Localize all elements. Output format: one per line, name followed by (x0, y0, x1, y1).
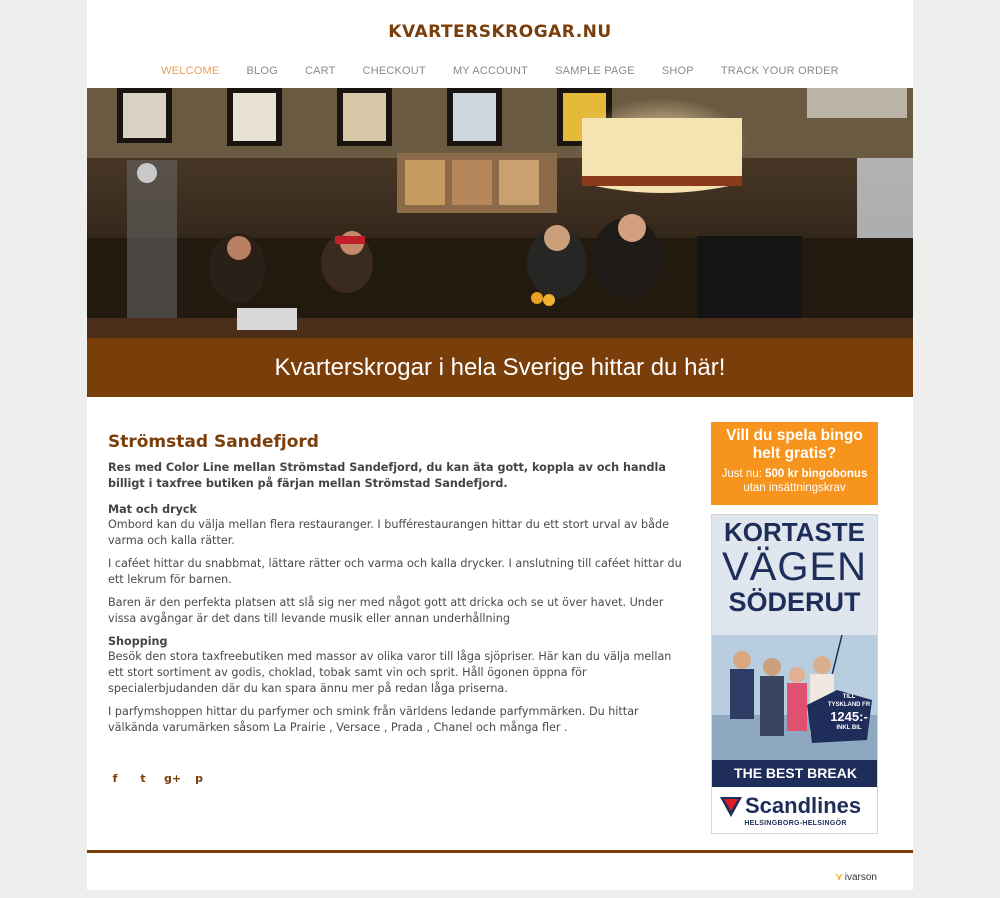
scandlines-ad-line3: SÖDERUT (728, 587, 861, 617)
paragraph: Baren är den perfekta platsen att slå sig ner med något gott att dricka och se ut över havet. Under vissa avgångar är det dans till levande musik eller annan underhållning (108, 596, 664, 625)
nav-checkout[interactable]: CHECKOUT (362, 65, 426, 77)
footer-credit[interactable] (835, 872, 877, 883)
nav-track-your-order[interactable]: TRACK YOUR ORDER (720, 65, 839, 77)
section-heading-food: Mat och dryck (108, 503, 197, 516)
footer-credit-text: ivarson (844, 872, 877, 883)
facebook-icon[interactable]: f (112, 772, 118, 785)
nav-blog[interactable]: BLOG (246, 65, 278, 77)
page-container (87, 0, 913, 890)
hero-image (87, 88, 913, 338)
price-tag-destination: TYSKLAND FR (827, 702, 871, 708)
price-tag-top: TILL (842, 694, 856, 700)
nav-my-account[interactable]: MY ACCOUNT (452, 65, 529, 77)
price-tag (820, 693, 878, 732)
scandlines-logo-icon (720, 797, 742, 817)
social-share (108, 772, 206, 785)
bingo-ad-bonus: 500 kr bingobonus (765, 468, 868, 480)
bingo-ad[interactable] (711, 422, 878, 505)
scandlines-ad[interactable] (711, 514, 878, 834)
scandlines-logo (712, 787, 878, 834)
googleplus-icon[interactable]: g+ (164, 772, 182, 785)
scandlines-route: HELSINGBORG-HELSINGÖR (744, 820, 847, 827)
article-title: Strömstad Sandefjord (108, 432, 319, 452)
nav-shop[interactable]: SHOP (661, 65, 694, 77)
paragraph: I parfymshoppen hittar du parfymer och smink från världens ledande parfymmärken. Du hittar välkända varumärken såsom La Prairie , Versace , Prada , Chanel och många fler . (108, 705, 639, 734)
paragraph: I caféet hittar du snabbmat, lättare rätter och varma och kalla drycker. I anslutning till caféet hittar du ett lekrum för barnen. (108, 557, 682, 586)
nav-welcome[interactable]: WELCOME (161, 65, 220, 77)
scandlines-logo-text: Scandlines (745, 793, 862, 818)
pinterest-icon[interactable]: p (195, 772, 203, 785)
ivarson-logo-icon: ⋎ (835, 872, 843, 883)
nav-cart[interactable]: CART (304, 65, 336, 77)
scandlines-ad-line1: KORTASTE (723, 517, 866, 547)
site-title[interactable]: KVARTERSKROGAR.NU (388, 22, 612, 42)
hero-banner: Kvarterskrogar i hela Sverige hittar du här! (87, 338, 913, 397)
scandlines-ad-line2: VÄGEN (721, 545, 868, 589)
main-nav (87, 65, 913, 77)
price-tag-bottom: INKL BIL (836, 725, 862, 731)
bingo-ad-offer (711, 467, 878, 495)
bingo-ad-prefix: Just nu: (721, 468, 766, 480)
section-heading-shopping: Shopping (108, 635, 168, 648)
paragraph: Ombord kan du välja mellan flera restauranger. I bufférestaurangen hittar du ett stort urval av både varma och kalla rätter. (108, 518, 669, 547)
twitter-icon[interactable]: t (140, 772, 146, 785)
restaurant-photo (87, 88, 913, 338)
article-lead: Res med Color Line mellan Strömstad Sandefjord, du kan äta gott, koppla av och handla billigt i taxfree butiken på färjan mellan Strömstad Sandefjord. (108, 461, 666, 490)
nav-sample-page[interactable]: SAMPLE PAGE (555, 65, 635, 77)
paragraph: Besök den stora taxfreebutiken med massor av olika varor till låga sjöpriser. Här kan du välja mellan ett stort sortiment av godis, choklad, tobak samt vin och sprit. Håll ögonen öppna för specialerbjudanden där du kan spara ännu mer på redan låga priserna. (108, 650, 672, 695)
bingo-ad-terms: utan insättningskrav (743, 482, 846, 494)
bingo-ad-headline: Vill du spela bingo helt gratis? (726, 427, 863, 462)
article (108, 434, 688, 743)
footer-divider (87, 850, 913, 853)
best-break-label: THE BEST BREAK (712, 760, 878, 787)
price-tag-price: 1245:- (830, 709, 868, 724)
